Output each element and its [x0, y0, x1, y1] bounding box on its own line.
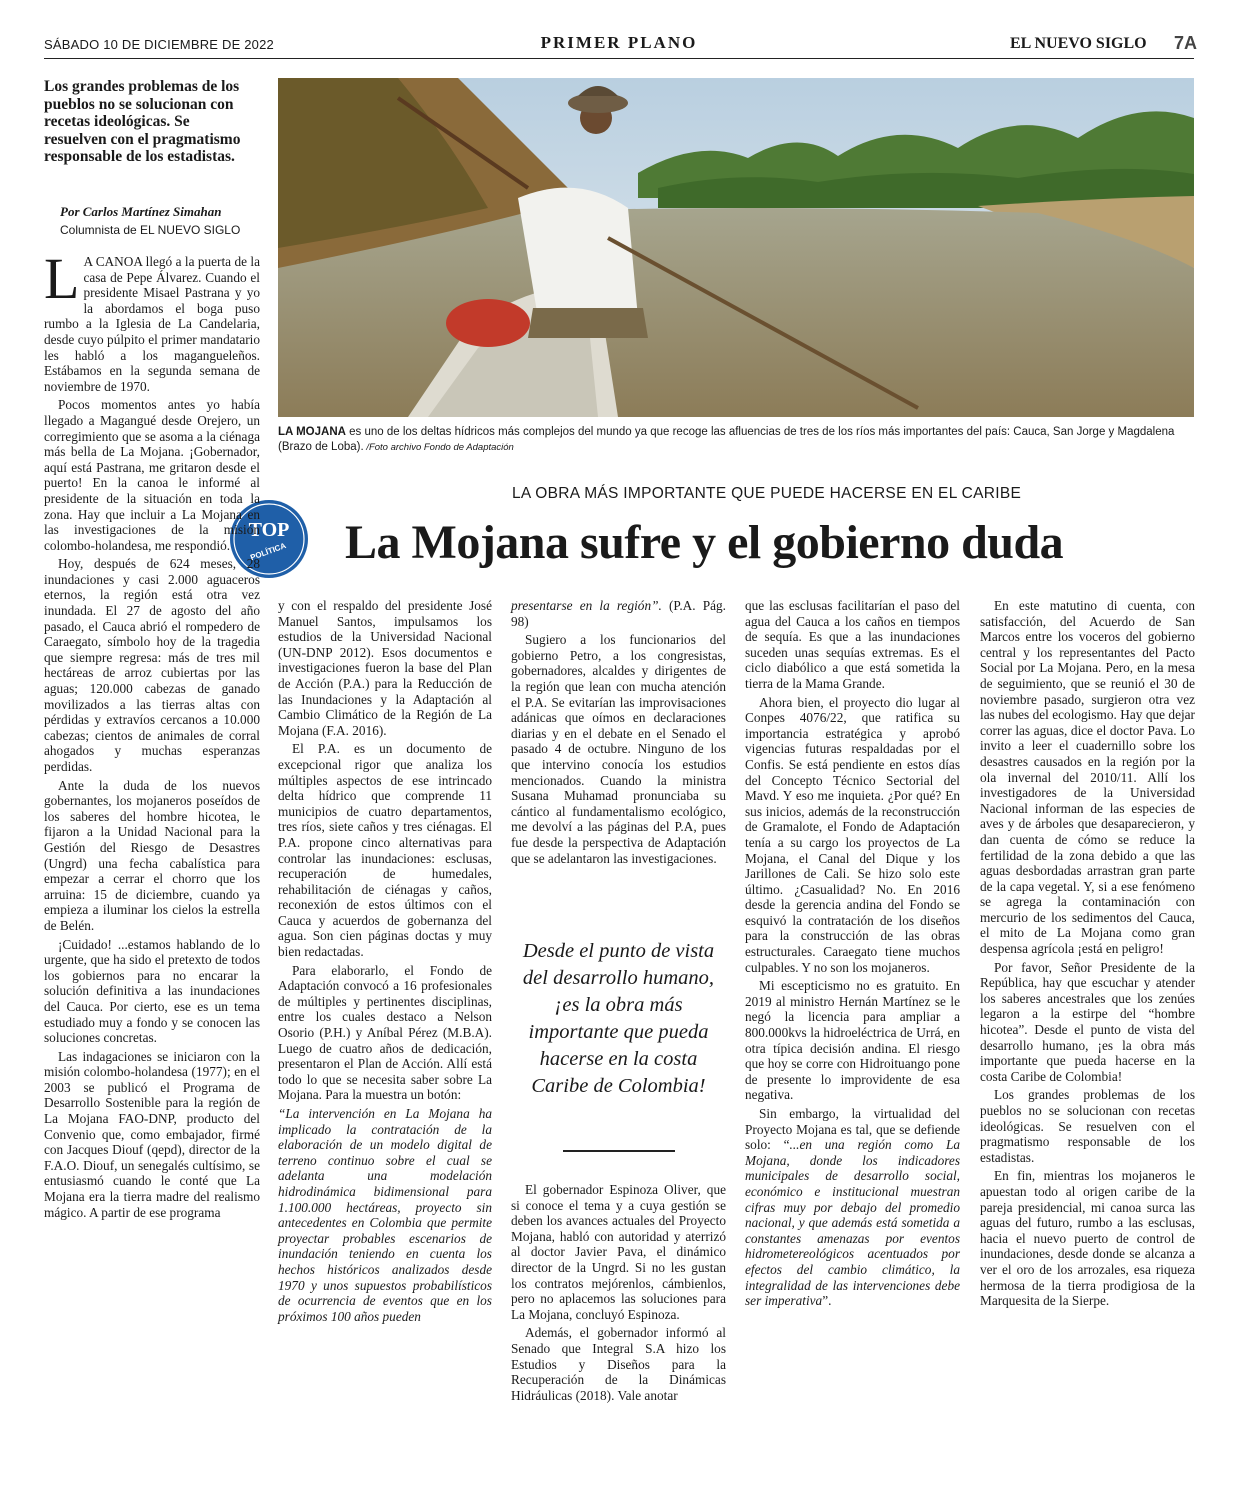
col1-paragraph-5: ¡Cuidado! ...estamos hablando de lo urgente, que ha sido el pretexto de todos los gobiernos para no encarar la solución definitiva a las inundaciones del Cauca. Por cierto, ese es un tema estudiado muy a fondo y se conocen las soluciones concretas.: [44, 936, 260, 1046]
byline-role: Columnista de EL NUEVO SIGLO: [60, 223, 241, 237]
river-canoe-illustration: [278, 78, 1194, 417]
col2-quote: “La intervención en La Mojana ha implicado la contratación de la elaboración de un modelo digital de terreno continuo sobre el cual se adelanta una modelación hidrodinámica bidimensional para 1.100.000 hectáreas, proyecto sin antecedentes en Colombia que permite proyectar probables escenarios de inundación teniendo en cuenta los hechos históricos analizados desde 1970 y unos supuestos probabilísticos de ocurrencia de eventos que en los próximos 100 años pueden: [278, 1106, 492, 1324]
badge-sub: POLÍTICA: [249, 541, 288, 563]
article-column-3: [511, 598, 726, 869]
col3-quote-ref: (P.A. Pág. 98): [511, 598, 726, 629]
article-column-4: [745, 598, 960, 1312]
article-photo: [278, 78, 1194, 417]
caption-label: LA MOJANA: [278, 426, 346, 438]
col4-quote: ...en una región como La Mojana, donde los indicadores municipales de desarrollo social, económico e institucional muestran cifras muy por debajo del promedio nacional, y que además está sometida a constantes amenazas por eventos hidrometereológicos acentuados por efectos del cambio climático, la integralidad de las intervenciones debe ser imperativa: [745, 1137, 960, 1309]
col1-paragraph-1: A CANOA llegó a la puerta de la casa de Pepe Álvarez. Cuando el presidente Misael Pastrana y yo la abordamos el boga puso rumbo a la Iglesia de La Candelaria, desde cuyo púlpito el primer mandatario les habló a los magangueleños. Estábamos en la segunda semana de noviembre de 1970.: [44, 254, 260, 394]
byline-author: Por Carlos Martínez Simahan: [60, 204, 222, 219]
col3-paragraph-3: Además, el gobernador informó al Senado que Integral S.A hizo los Estudios y Diseños para la Recuperación de la Dinámicas Hidráulicas (2018). Vale anotar: [511, 1325, 726, 1403]
col1-paragraph-3: Hoy, después de 624 meses, 28 inundaciones y casi 2.000 aguaceros eternos, la región está otra vez inundada. El 27 de agosto del año pasado, el Cauca abrió el rompedero de Caraegato, símbolo hoy de la tragedia que siempre regresa: más de tres mil hectáreas de arroz cubiertas por las aguas; 120.000 cabezas de ganado movilizados a las tierras altas con pérdidas y extravíos cercanos a 10.000 cabezas; cientos de animales de corral ahogados y muchas esperanzas perdidas.: [44, 556, 260, 774]
page-number: 7A: [1174, 33, 1198, 53]
article-column-2: [278, 598, 492, 1327]
col2-paragraph-3: Para elaborarlo, el Fondo de Adaptación convocó a 16 profesionales de múltiples y pertinentes disciplinas, entre los cuales destaco a Nelson Osorio (P.H.) y Aníbal Pérez (M.B.A). Luego de cuatro años de dedicación, presentaron el Plan de Acción. Allí está todo lo que se necesita saber sobre La Mojana. Para la muestra un botón:: [278, 962, 492, 1103]
col2-paragraph-2: El P.A. es un documento de excepcional rigor que analiza los múltiples aspectos de ese intrincado delta hídrico que comprende 11 municipios de cuatro departamentos, tres ríos, siete caños y tres ciénagas. El P.A. propone cinco alternativas para controlar las inundaciones: esclusas, recuperación de humedales, rehabilitación de ciénagas y caños, reconexión de estos últimos con el Cauca y acuerdos de gobernanza del agua. Son cien páginas doctas y muy bien redactadas.: [278, 741, 492, 960]
col4-paragraph-2: Ahora bien, el proyecto dio lugar al Conpes 4076/22, que ratifica su importancia estratégica y aprobó vigencias futuras respaldadas por el Confis. Se está pendiente en estos días del Concepto Técnico Sectorial del Mavd. Y eso me inquieta. ¿Por qué? En sus inicios, además de la reconstrucción de Gramalote, el Fondo de Adaptación tenía a su cargo los proyectos de La Mojana, el Canal del Dique y los Jarillones de Cali. Se hizo solo este último. ¿Casualidad? No. En 2016 desde la gerencia andina del Fondo se esquivó la contratación de los diseños para la construcción de las obras estructurales. Caraegato tiene muchos culpables. Y no son los mojaneros.: [745, 694, 960, 975]
kicker: LA OBRA MÁS IMPORTANTE QUE PUEDE HACERSE EN EL CARIBE: [512, 485, 1022, 502]
badge-top: TOP: [248, 519, 290, 541]
col2-paragraph-1: y con el respaldo del presidente José Manuel Santos, impulsamos los estudios de la Universidad Nacional (UN-DNP 2012). Esos documentos e investigaciones fueron la base del Plan de Acción (P.A.) para la Reducción de las Inundaciones y la Adaptación al Cambio Climático de la Región de La Mojana (F.A. 2016).: [278, 598, 492, 738]
photo-caption: [278, 425, 1194, 455]
drop-cap: L: [44, 246, 80, 311]
col1-paragraph-4: Ante la duda de los nuevos gobernantes, los mojaneros poseídos de los saberes del hombre hicotea, le fijaron a la Unidad Nacional para la Gestión del Riesgo de Desastres (Ungrd) una fecha cabalística para empezar a cerrar el chorro que los arruina: 15 de diciembre, cuando ya empieza a iluminar los cielos la estrella de Belén.: [44, 777, 260, 933]
col4-paragraph-3: Mi escepticismo no es gratuito. En 2019 al ministro Hernán Martínez se le negó la licencia para ampliar a 800.000kvs la hidroeléctrica de Urrá, en otra típica decisión andina. El riesgo que hoy se corre con Hidroituango pone de presente lo improvidente de esa negativa.: [745, 978, 960, 1103]
caption-text: es uno de los deltas hídricos más complejos del mundo ya que recoge las afluencias de tres de los ríos más importantes del país: Cauca, San Jorge y Magdalena (Brazo de Loba).: [278, 426, 1175, 453]
col5-paragraph-3: Los grandes problemas de los pueblos no se solucionan con recetas ideológicas. Se resuelven con el pragmatismo responsable de los estadistas.: [980, 1087, 1195, 1165]
col5-paragraph-1: En este matutino di cuenta, con satisfacción, del Acuerdo de San Marcos entre los voceros del gobierno central y los representantes del Pacto Social por La Mojana. Pero, en la mesa de seguimiento, que se reunió el 30 de noviembre pasado, surgieron otra vez las nubes del ecologismo. Hay que dejar correr las aguas, dice el doctor Pava. Lo invito a leer el cuadernillo sobre los desastres causados en la región por la ola invernal del 2010/11. Allí los investigadores de la Universidad Nacional informan de las especies de aves y de árboles que desaparecieron, y dan cuenta de cómo se reduce la fertilidad de la zona debido a que las aguas desbordadas arrastran gran parte de la capa vegetal. Y, si a ese fenómeno se agrega la contaminación con mercurio de los sedimentos del Cauca, el mito de La Mojana como gran despensa agrícola ¡está en peligro!: [980, 598, 1195, 957]
issue-date: SÁBADO 10 DE DICIEMBRE DE 2022: [44, 37, 274, 52]
col1-paragraph-6: Las indagaciones se iniciaron con la misión colombo-holandesa (1977); en el 2003 se publicó el Programa de Desarrollo Sostenible para la región de La Mojana FAO-DNP, producto del Convenio que, como embajador, firmé con Jacques Diouf (qepd), director de la F.A.O. Diouf, un senegalés cultísimo, se entusiasmó cuando le conté que La Mojana era la tierra madre del realismo mágico. A partir de ese programa: [44, 1048, 260, 1220]
col3-paragraph-2: El gobernador Espinoza Oliver, que si conoce el tema y a cuya gestión se deben los avances actuales del Proyecto Mojana, habló con autoridad y aterrizó al doctor Javier Pava, el dinámico director de la Ungrd. Si no les gustan los contratos mejórenlos, cámbienlos, pero no aplacemos las soluciones para La Mojana, concluyó Espinoza.: [511, 1182, 726, 1322]
newspaper-name: EL NUEVO SIGLO: [1010, 35, 1147, 52]
col4-paragraph-4: Sin embargo, la virtualidad del Proyecto Mojana es tal, que se defiende solo: “: [745, 1106, 960, 1153]
col5-paragraph-2: Por favor, Señor Presidente de la República, hay que escuchar y atender los saberes ancestrales que los zenúes legaron a la estirpe del “hombre hicotea”. Desde el punto de vista del desarrollo humano, ¡es la obra más importante que pueda hacerse en la costa Caribe de Colombia!: [980, 959, 1195, 1084]
col5-paragraph-4: En fin, mientras los mojaneros le apuestan todo al origen caribe de la pareja presidencial, mi canoa surca las aguas del futuro, rumbo a las esclusas, hacia el nuevo puerto de control de inundaciones, desde donde se alcanza a ver el oro de los arrozales, esa riqueza hermosa de la tierra prodigiosa de la Marquesita de la Sierpe.: [980, 1168, 1195, 1309]
caption-credit: /Foto archivo Fondo de Adaptación: [363, 442, 514, 453]
col4-paragraph-1: que las esclusas facilitarían el paso del agua del Cauca a los caños en tiempos de sequía. Es que a las inundaciones suceden unas sequías extremas. Es el ciclo diabólico a que está sometida la tierra de la Mama Grande.: [745, 598, 960, 691]
col4-quote-end: ”.: [822, 1293, 832, 1309]
headline: La Mojana sufre y el gobierno duda: [345, 516, 1064, 569]
article-column-1: [44, 246, 260, 1223]
col1-paragraph-2: Pocos momentos antes yo había llegado a Magangué desde Orejero, un corregimiento que se asoma a la ciénaga más bella de La Mojana. ¡Gobernador, aquí está Pastrana, me gritaron desde el puerto! En la canoa le informé al presidente de la situación en toda la zona. Hay que incluir a La Mojana en las investigaciones de la misión colombo-holandesa, me respondió.: [44, 397, 260, 553]
pull-quote-rule: [563, 1150, 675, 1152]
article-column-3-bottom: [511, 1182, 726, 1406]
col3-quote-end: presentarse en la región”.: [511, 598, 662, 613]
col3-paragraph-1: Sugiero a los funcionarios del gobierno Petro, a los congresistas, gobernadores, alcaldes y dirigentes de la región que lean con mucha atención el P.A. Se evitarían las improvisaciones adánicas que oímos en declaraciones diarias y en el debate en el Senado el pasado 4 de octubre. Ninguno de los que intervino conocía los estudios mencionados. Cuando la ministra Susana Muhamad pronunciaba su cántico al fundamentalismo ecológico, me devolví a las páginas del P.A, pues fue desde la perspectiva de Adaptación que se adelantaron las investigaciones.: [511, 632, 726, 866]
article-column-5: [980, 598, 1195, 1312]
header-rule: [44, 58, 1194, 59]
pull-quote: Desde el punto de vista del desarrollo humano, ¡es la obra más importante que pueda hacerse en la costa Caribe de Colombia!: [522, 940, 715, 1097]
lead-quote: Los grandes problemas de los pueblos no se solucionan con recetas ideológicas. Se resuelven con el pragmatismo responsable de los estadistas.: [44, 78, 241, 165]
section-title: PRIMER PLANO: [540, 33, 698, 52]
